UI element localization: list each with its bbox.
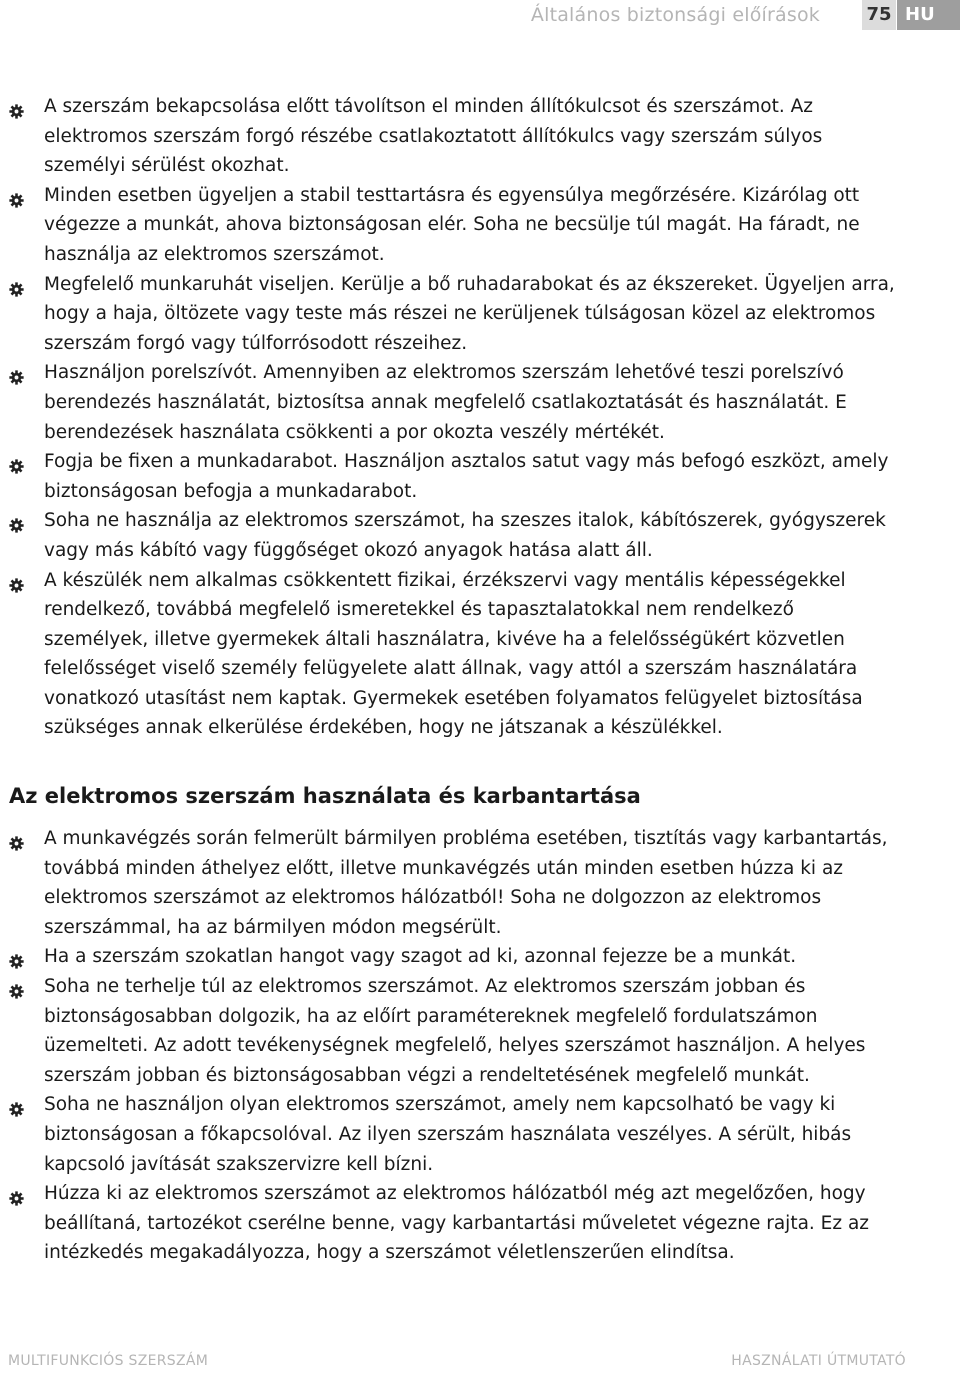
list-item-text: Használjon porelszívót. Amennyiben az elektromos szerszám lehetővé teszi porelszívó berendezés használatát, biztosítsa annak megfelelő csatlakoztatását és használatát. E berendezések használata csökkenti a por okozta veszély mértékét. <box>44 362 847 443</box>
gear-bullet-icon <box>9 573 24 588</box>
gear-bullet-icon <box>9 513 24 528</box>
footer-manual-label: HASZNÁLATI ÚTMUTATÓ <box>731 1353 906 1369</box>
usage-bullet-list <box>0 824 960 1268</box>
gear-bullet-icon <box>9 979 24 994</box>
gear-bullet-icon <box>9 277 24 292</box>
gear-bullet-icon <box>9 99 24 114</box>
list-item <box>0 1090 960 1179</box>
list-item-text: Soha ne terhelje túl az elektromos szerszámot. Az elektromos szerszám jobban és biztonságosabban dolgozik, ha az előírt paramétereknek megfelelő fordulatszámon üzemelteti. Az adott tevékenységnek megfelelő, helyes szerszámot használjon. A helyes szerszám jobban és biztonságosabban végzi a rendeltetésének megfelelő munkát. <box>44 976 866 1086</box>
list-item-text: Soha ne használjon olyan elektromos szerszámot, amely nem kapcsolható be vagy ki biztonságosan a főkapcsolóval. Az ilyen szerszám használata veszélyes. A sérült, hibás kapcsoló javítását szakszervizre kell bízni. <box>44 1094 852 1175</box>
footer-product-name: MULTIFUNKCIÓS SZERSZÁM <box>8 1353 209 1369</box>
list-item-text: Húzza ki az elektromos szerszámot az elektromos hálózatból még azt megelőzően, hogy beállítaná, tartozékot cserélne benne, vagy karbantartási műveletet végezne rajta. Ez az intézkedés megakadályozza, hogy a szerszámot véletlenszerűen elindítsa. <box>44 1183 870 1264</box>
list-item <box>0 270 960 359</box>
section-heading: Az elektromos szerszám használata és karbantartása <box>9 784 641 809</box>
list-item-text: Soha ne használja az elektromos szerszámot, ha szeszes italok, kábítószerek, gyógyszerek vagy más kábító vagy függőséget okozó anyagok hatása alatt áll. <box>44 510 886 561</box>
gear-bullet-icon <box>9 831 24 846</box>
list-item <box>0 92 960 181</box>
list-item <box>0 566 960 744</box>
list-item <box>0 506 960 565</box>
gear-bullet-icon <box>9 949 24 964</box>
gear-bullet-icon <box>9 1186 24 1201</box>
list-item-text: Minden esetben ügyeljen a stabil testtartásra és egyensúlya megőrzésére. Kizárólag ott végezze a munkát, ahova biztonságosan elér. Soha ne becsülje túl magát. Ha fáradt, ne használja az elektromos szerszámot. <box>44 184 860 265</box>
list-item <box>0 824 960 942</box>
language-badge: HU <box>897 0 960 30</box>
gear-bullet-icon <box>9 365 24 380</box>
gear-bullet-icon <box>9 188 24 203</box>
gear-bullet-icon <box>9 454 24 469</box>
list-item-text: Ha a szerszám szokatlan hangot vagy szagot ad ki, azonnal fejezze be a munkát. <box>44 946 797 968</box>
list-item <box>0 1179 960 1268</box>
page-content <box>0 92 960 1268</box>
list-item-text: Fogja be fixen a munkadarabot. Használjon asztalos satut vagy más befogó eszközt, amely biztonságosan befogja a munkadarabot. <box>44 451 889 502</box>
header-title: Általános biztonsági előírások <box>530 4 820 26</box>
page-header <box>0 0 960 32</box>
gear-bullet-icon <box>9 1097 24 1112</box>
list-item-text: A szerszám bekapcsolása előtt távolítson el minden állítókulcsot és szerszámot. Az elektromos szerszám forgó részébe csatlakoztatott állítókulcs vagy szerszám súlyos személyi sérülést okozhat. <box>44 96 823 177</box>
list-item-text: A készülék nem alkalmas csökkentett fizikai, érzékszervi vagy mentális képességekkel rendelkező, továbbá megfelelő ismeretekkel és tapasztalatokkal nem rendelkező személyek, illetve gyermekek általi használatra, kivéve ha a felelősségükért közvetlen felelősséget viselő személy felügyelete alatt állnak, vagy attól a szerszám használatára vonatkozó utasítást nem kaptak. Gyermekek esetében folyamatos felügyelet biztosítása szükséges annak elkerülése érdekében, hogy ne játszanak a készülékkel. <box>44 569 863 739</box>
page-number: 75 <box>862 0 896 30</box>
list-item <box>0 358 960 447</box>
list-item <box>0 447 960 506</box>
list-item-text: A munkavégzés során felmerült bármilyen probléma esetében, tisztítás vagy karbantartás, továbbá minden áthelyez előtt, illetve munkavégzés után minden esetben húzza ki az elektromos szerszámot az elektromos hálózatból! Soha ne dolgozzon az elektromos szerszámmal, ha az bármilyen módon megsérült. <box>44 828 888 938</box>
page-footer <box>0 1353 960 1373</box>
safety-bullet-list <box>0 92 960 743</box>
list-item <box>0 942 960 972</box>
list-item-text: Megfelelő munkaruhát viseljen. Kerülje a bő ruhadarabokat és az ékszereket. Ügyeljen arra, hogy a haja, öltözete vagy teste más részei ne kerüljenek túlságosan közel az elektromos szerszám forgó vagy túlforrósodott részeihez. <box>44 273 895 354</box>
list-item <box>0 181 960 270</box>
list-item <box>0 972 960 1090</box>
